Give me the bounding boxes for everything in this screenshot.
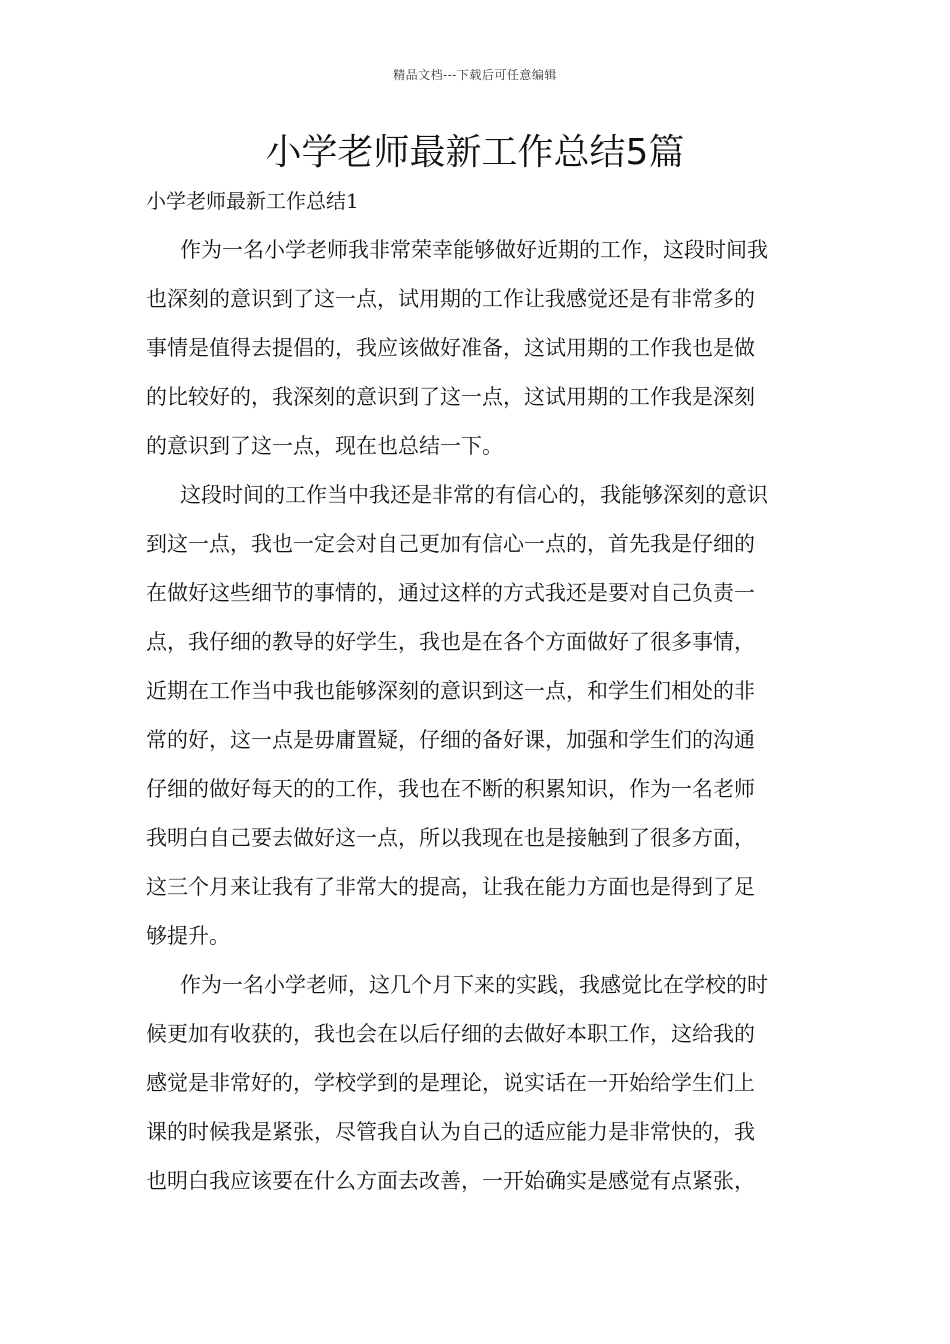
paragraph-2 xyxy=(146,471,806,961)
paragraph-line: 作为一名小学老师我非常荣幸能够做好近期的工作，这段时间我 xyxy=(180,238,768,262)
paragraph-line: 常的好，这一点是毋庸置疑，仔细的备好课，加强和学生们的沟通 xyxy=(146,728,755,752)
paragraph-line: 这三个月来让我有了非常大的提高，让我在能力方面也是得到了足 xyxy=(146,875,755,899)
paragraph-line: 课的时候我是紧张，尽管我自认为自己的适应能力是非常快的，我 xyxy=(146,1120,755,1144)
paragraph-line: 点，我仔细的教导的好学生，我也是在各个方面做好了很多事情， xyxy=(146,630,755,654)
section-subtitle: 小学老师最新工作总结1 xyxy=(146,189,359,213)
document-title: 小学老师最新工作总结5篇 xyxy=(265,132,685,173)
paragraph-line: 近期在工作当中我也能够深刻的意识到这一点，和学生们相处的非 xyxy=(146,679,755,703)
paragraph-line: 感觉是非常好的，学校学到的是理论，说实话在一开始给学生们上 xyxy=(146,1071,755,1095)
paragraph-line: 作为一名小学老师，这几个月下来的实践，我感觉比在学校的时 xyxy=(180,973,768,997)
paragraph-line: 的意识到了这一点，现在也总结一下。 xyxy=(146,434,503,458)
paragraph-line: 仔细的做好每天的的工作，我也在不断的积累知识，作为一名老师 xyxy=(146,777,755,801)
paragraph-line: 这段时间的工作当中我还是非常的有信心的，我能够深刻的意识 xyxy=(180,483,768,507)
paragraph-line: 也深刻的意识到了这一点，试用期的工作让我感觉还是有非常多的 xyxy=(146,287,755,311)
paragraph-line: 到这一点，我也一定会对自己更加有信心一点的，首先我是仔细的 xyxy=(146,532,755,556)
header-note: 精品文档---下载后可任意编辑 xyxy=(393,68,557,82)
paragraph-line: 也明白我应该要在什么方面去改善，一开始确实是感觉有点紧张， xyxy=(146,1169,755,1193)
paragraph-line: 我明白自己要去做好这一点，所以我现在也是接触到了很多方面， xyxy=(146,826,755,850)
paragraph-line: 的比较好的，我深刻的意识到了这一点，这试用期的工作我是深刻 xyxy=(146,385,755,409)
paragraph-line: 够提升。 xyxy=(146,924,230,948)
paragraph-line: 事情是值得去提倡的，我应该做好准备，这试用期的工作我也是做 xyxy=(146,336,755,360)
paragraph-1 xyxy=(146,226,806,471)
paragraph-3 xyxy=(146,961,806,1206)
document-body xyxy=(146,226,806,1206)
paragraph-line: 候更加有收获的，我也会在以后仔细的去做好本职工作，这给我的 xyxy=(146,1022,755,1046)
paragraph-line: 在做好这些细节的事情的，通过这样的方式我还是要对自己负责一 xyxy=(146,581,755,605)
